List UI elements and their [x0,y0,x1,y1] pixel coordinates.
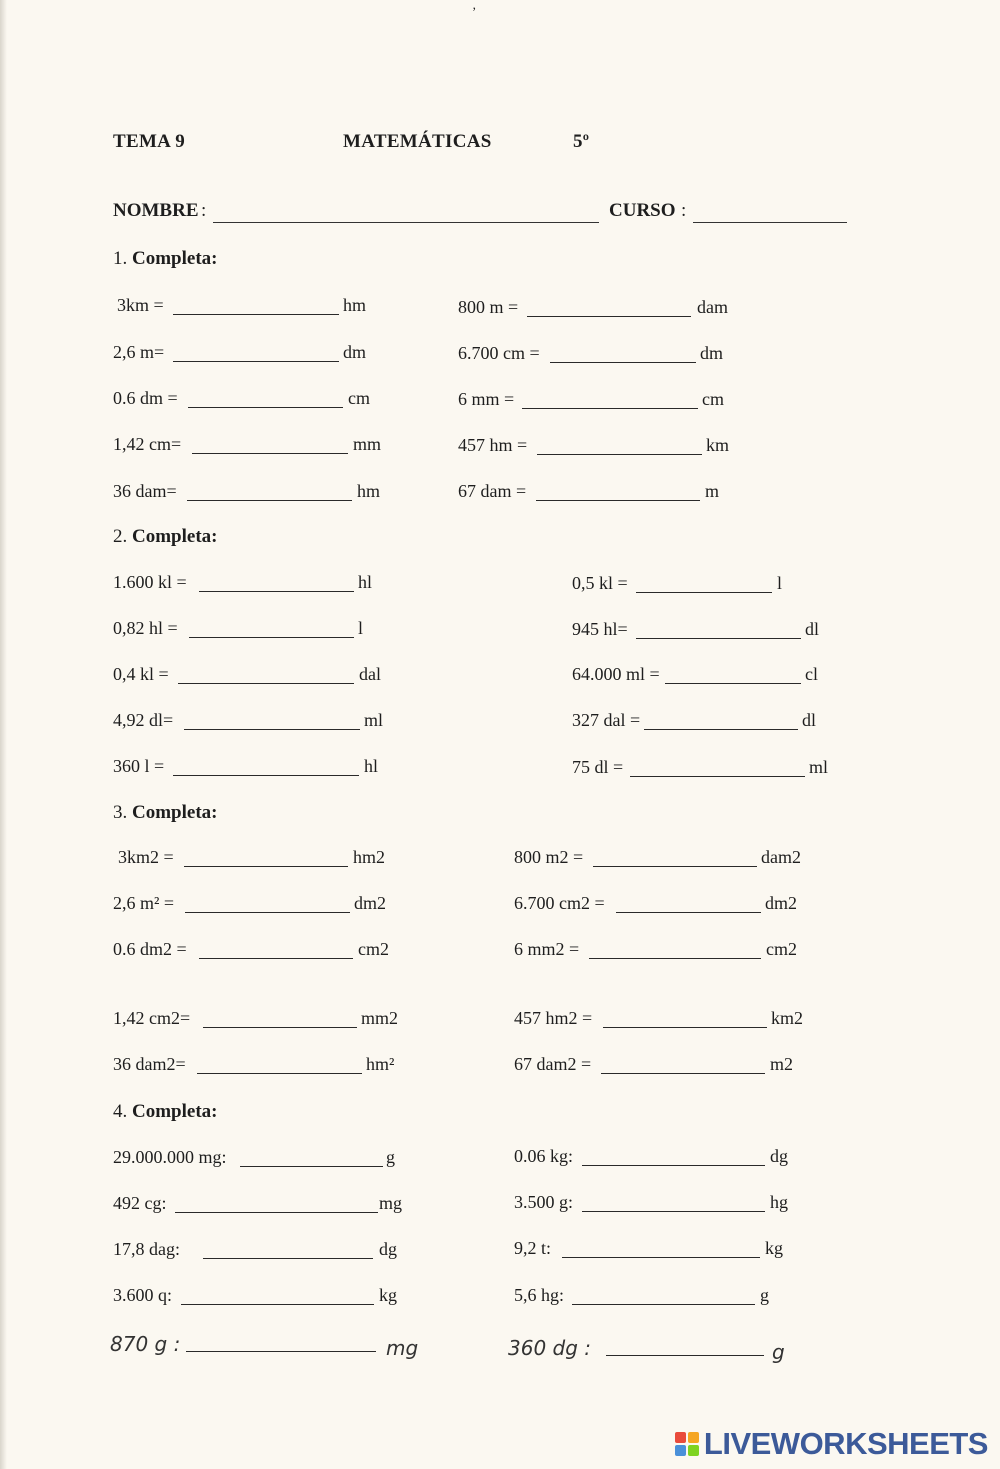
unit-label: mg [379,1193,403,1213]
answer-blank[interactable] [186,1351,376,1352]
question-text: 67 dam2 = [514,1054,592,1074]
answer-blank[interactable] [181,1304,374,1305]
question-text: 6.700 cm = [458,343,540,363]
answer-blank[interactable] [601,1073,765,1074]
course-field[interactable] [693,222,847,223]
unit-label: hl [358,572,373,592]
subject-label: MATEMÁTICAS [343,131,492,152]
question-text: 492 cg: [113,1193,167,1213]
answer-blank[interactable] [562,1257,760,1258]
answer-blank[interactable] [203,1027,357,1028]
unit-label: km [706,435,730,455]
unit-label: cm [348,388,370,408]
answer-blank[interactable] [522,408,698,409]
question-text: 360 dg : [508,1336,592,1360]
section-heading: Completa: [132,526,218,547]
answer-blank[interactable] [636,638,801,639]
unit-label: kg [765,1238,783,1258]
unit-label: dg [770,1146,788,1166]
answer-blank[interactable] [589,958,761,959]
question-text: 6.700 cm2 = [514,893,605,913]
unit-label: g [772,1340,785,1364]
question-text: 0.06 kg: [514,1146,574,1166]
question-text: 5,6 hg: [514,1285,565,1305]
answer-blank[interactable] [527,316,691,317]
answer-blank[interactable] [636,592,772,593]
unit-label: cm2 [766,939,797,959]
unit-label: mm2 [361,1008,399,1028]
unit-label: dm2 [765,893,798,913]
unit-label: g [386,1147,395,1167]
answer-blank[interactable] [240,1166,383,1167]
question-text: 457 hm2 = [514,1008,593,1028]
answer-blank[interactable] [199,591,354,592]
unit-label: hm [357,481,381,501]
logo-text: LIVEWORKSHEETS [703,1426,988,1461]
question-text: 0,5 kl = [572,573,628,593]
name-colon: : [201,200,207,221]
unit-label: mm [353,434,382,454]
logo-square [675,1432,686,1443]
answer-blank[interactable] [184,729,360,730]
section-4-title [113,1101,217,1123]
question-text: 36 dam= [113,481,177,501]
answer-blank[interactable] [644,729,798,730]
answer-blank[interactable] [603,1027,767,1028]
question-text: 3km = [117,295,164,315]
section-1-title [113,248,217,270]
section-heading: Completa: [132,802,218,823]
question-text: 800 m = [458,297,519,317]
logo-square [675,1445,686,1456]
unit-label: dm [343,342,367,362]
question-text: 0.6 dm = [113,388,178,408]
question-text: 457 hm = [458,435,528,455]
unit-label: cm [702,389,724,409]
section-heading: Completa: [132,1101,218,1122]
answer-blank[interactable] [582,1165,765,1166]
question-text: 1.600 kl = [113,572,187,592]
question-text: 6 mm = [458,389,515,409]
answer-blank[interactable] [665,683,801,684]
answer-blank[interactable] [192,453,348,454]
answer-blank[interactable] [199,958,353,959]
question-text: 67 dam = [458,481,527,501]
answer-blank[interactable] [187,500,352,501]
unit-label: hm2 [353,847,386,867]
question-text: 2,6 m= [113,342,165,362]
unit-label: dal [359,664,381,684]
question-text: 2,6 m² = [113,893,175,913]
section-3-title [113,802,217,824]
liveworksheets-logo [675,1427,988,1461]
name-field[interactable] [213,222,599,223]
question-text: 360 l = [113,756,165,776]
unit-label: hl [364,756,379,776]
section-number: 1. [113,248,128,269]
unit-label: dl [802,710,817,730]
unit-label: mg [386,1336,419,1360]
answer-blank[interactable] [185,912,350,913]
answer-blank[interactable] [630,776,805,777]
unit-label: m2 [770,1054,794,1074]
logo-square [688,1445,699,1456]
question-text: 0,4 kl = [113,664,169,684]
unit-label: dm2 [354,893,387,913]
question-text: 870 g : [110,1332,181,1356]
course-label: CURSO [609,200,676,221]
answer-blank[interactable] [175,1212,378,1213]
answer-blank[interactable] [606,1355,764,1356]
answer-blank[interactable] [616,912,761,913]
unit-label: g [760,1285,769,1305]
answer-blank[interactable] [173,361,339,362]
scan-mark: ’ [472,4,477,19]
topic-label: TEMA 9 [113,131,186,152]
liveworksheets-logo-icon [675,1432,699,1456]
section-number: 4. [113,1101,128,1122]
question-text: 9,2 t: [514,1238,552,1258]
course-colon: : [681,200,687,221]
question-text: 75 dl = [572,757,624,777]
answer-blank[interactable] [173,314,339,315]
question-text: 1,42 cm2= [113,1008,191,1028]
question-text: 36 dam2= [113,1054,186,1074]
answer-blank[interactable] [197,1073,362,1074]
question-text: 6 mm2 = [514,939,580,959]
answer-blank[interactable] [550,362,696,363]
question-text: 945 hl= [572,619,628,639]
section-2-title [113,526,217,548]
answer-blank[interactable] [593,866,757,867]
answer-blank[interactable] [582,1211,765,1212]
answer-blank[interactable] [173,775,359,776]
section-number: 3. [113,802,128,823]
question-text: 0,82 hl = [113,618,178,638]
answer-blank[interactable] [537,454,702,455]
unit-label: dg [379,1239,397,1259]
question-text: 29.000.000 mg: [113,1147,227,1167]
question-text: 0.6 dm2 = [113,939,187,959]
unit-label: m [705,481,720,501]
unit-label: cm2 [358,939,389,959]
answer-blank[interactable] [572,1304,755,1305]
unit-label: hm [343,295,367,315]
answer-blank[interactable] [188,407,343,408]
answer-blank[interactable] [203,1258,373,1259]
unit-label: cl [805,664,818,684]
question-text: 3.500 g: [514,1192,574,1212]
name-label: NOMBRE [113,200,199,221]
unit-label: l [358,618,364,638]
unit-label: hm² [366,1054,395,1074]
grade-label: 5º [573,131,590,152]
unit-label: dam2 [761,847,801,867]
section-heading: Completa: [132,248,218,269]
unit-label: hg [770,1192,788,1212]
unit-label: km2 [771,1008,804,1028]
question-text: 1,42 cm= [113,434,182,454]
question-text: 327 dal = [572,710,641,730]
answer-blank[interactable] [178,683,354,684]
question-text: 3.600 q: [113,1285,173,1305]
answer-blank[interactable] [184,866,348,867]
unit-label: ml [364,710,384,730]
page-edge [0,0,7,1469]
student-info-row [113,200,853,230]
unit-label: dam [697,297,728,317]
answer-blank[interactable] [189,637,354,638]
unit-label: l [777,573,783,593]
question-text: 64.000 ml = [572,664,660,684]
unit-label: kg [379,1285,397,1305]
section-number: 2. [113,526,128,547]
question-text: 3km2 = [118,847,174,867]
question-text: 4,92 dl= [113,710,174,730]
answer-blank[interactable] [536,500,700,501]
unit-label: dm [700,343,724,363]
question-text: 17,8 dag: [113,1239,180,1259]
question-text: 800 m2 = [514,847,584,867]
logo-square [688,1432,699,1443]
unit-label: ml [809,757,829,777]
unit-label: dl [805,619,820,639]
